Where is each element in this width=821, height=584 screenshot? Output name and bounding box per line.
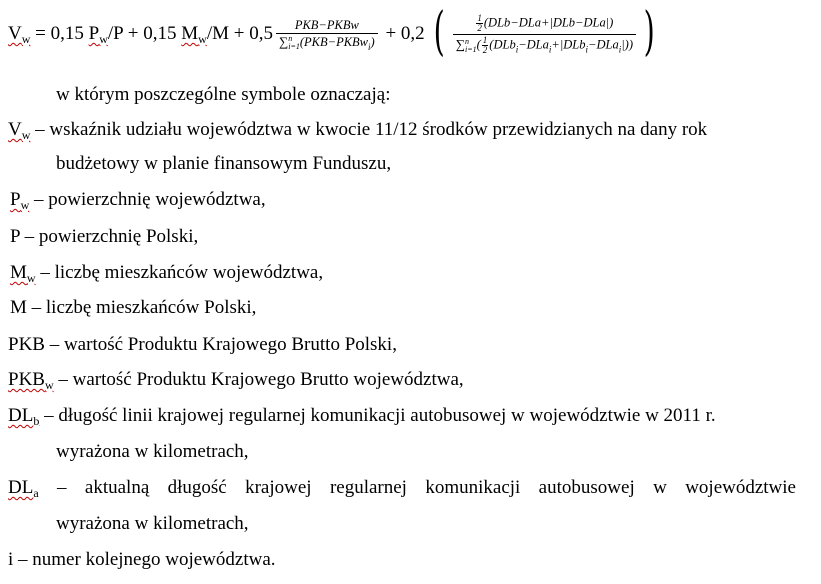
formula-mw: $M_w$ <box>181 23 207 46</box>
item-pw: $P_w$ – powierzchnię województwa, <box>10 189 266 212</box>
item-m: M – liczbę mieszkańców Polski, <box>10 297 257 318</box>
item-vw: $V_w$ – wskaźnik udziału województwa w kwocie 11/12 środków przewidzianych na dany rok <box>8 119 708 142</box>
item-dlb: $DL_b$ – długość linii krajowej regularnej komunikacji autobusowej w województwie w 2011 r. <box>8 405 716 428</box>
formula-fraction-dl: $\frac{1}{2}$ (DLb−DLa+|DLb−DLa|) ∑ n i=1 ( $\frac{1}{2}$ (DLb$_i$−DLa$_i$+|DLb$_i$−DLa$_i$|)) <box>453 14 636 55</box>
item-dla: $DL_a$ – aktualną długość krajowej regularnej komunikacji autobusowej w województwie <box>8 477 796 500</box>
item-pkb: PKB – wartość Produktu Krajowego Brutto Polski, <box>8 334 397 355</box>
formula: $V_w = 0,15$ $P_w/P + 0,15$ $M_w/M + 0,5$ PKB−PKBw ∑ n i=1 (PKB−PKBw$_i$) + 0,2 ( $\frac{1}{2}$ (DLb−DLa+|DLb−DLa|) ∑ n i=1 ( $\frac{1}{2}$ (DLb$_i$−DLa$_i$+|DLb$_i$−DLa$_i$|)) ) <box>8 1 655 62</box>
item-dlb-cont: wyrażona w kilometrach, <box>56 441 249 462</box>
item-p: P – powierzchnię Polski, <box>10 226 199 247</box>
intro-text: w którym poszczególne symbole oznaczają: <box>56 84 391 105</box>
item-pkbw: $PKB_w$ – wartość Produktu Krajowego Brutto województwa, <box>8 369 464 392</box>
formula-pw: $P_w$ <box>88 23 108 46</box>
formula-left-paren: ( <box>433 1 446 62</box>
item-dla-cont: wyrażona w kilometrach, <box>56 513 249 534</box>
formula-lhs: $V_w$ <box>8 23 31 46</box>
formula-right-paren: ) <box>643 1 655 62</box>
item-i: i – numer kolejnego województwa. <box>8 549 276 570</box>
item-vw-cont: budżetowy w planie finansowym Funduszu, <box>56 153 392 174</box>
formula-fraction-pkb: PKB−PKBw ∑ n i=1 (PKB−PKBw$_i$) <box>276 18 378 51</box>
item-mw: $M_w$ – liczbę mieszkańców województwa, <box>10 262 324 285</box>
